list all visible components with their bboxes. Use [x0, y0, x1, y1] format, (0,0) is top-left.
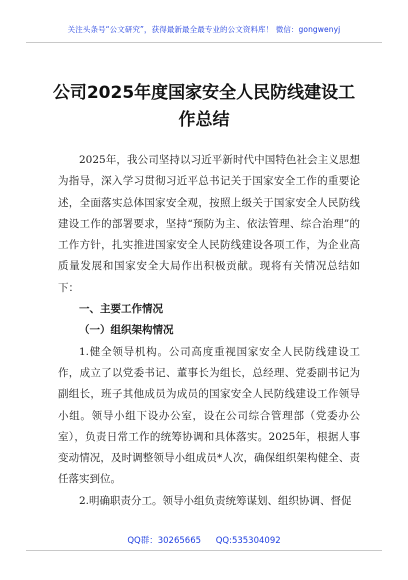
contact-footer — [0, 534, 408, 546]
section-heading: 一、主要工作情况 — [79, 303, 163, 316]
subsection-heading: （一）组织架构情况 — [79, 324, 174, 337]
intro-paragraph: 2025年，我公司坚持以习近平新时代中国特色社会主义思想为指导，深入学习贯彻习近平总书记关于国家安全工作的重要论述，全面落实总体国家安全观，按照上级关于国家安全人民防线建设工作的部署要求，坚持“预防为主、依法管理、综合治理”的工作方针，扎实推进国家安全人民防线建设各项工作，为企业高质量发展和国家安全大局作出积极贡献。现将有关情况总结如下： — [58, 154, 360, 294]
promo-header: 关注头条号“公文研究”，获得最新最全最专业的公文资料库！ 微信：gongwenyj — [67, 25, 341, 34]
header-divider — [26, 42, 382, 43]
document-body — [58, 150, 360, 512]
qq-group-text: QQ群：30265665 — [127, 536, 202, 546]
qq-text: QQ:535304092 — [215, 536, 281, 546]
title-line-2: 作总结 — [178, 110, 230, 130]
title-line-1: 公司2025年度国家安全人民防线建设工 — [52, 83, 356, 103]
document-title — [20, 80, 388, 134]
body-paragraph-1: 1.健全领导机构。公司高度重视国家安全人民防线建设工作，成立了以党委书记、董事长为组长，总经理、党委副书记为副组长，班子其他成员为成员的国家安全人民防线建设工作领导小组。领导小组下设办公室，设在公司综合管理部（党委办公室），负责日常工作的统筹协调和具体落实。2025年，根据人事变动情况，及时调整领导小组成员*人次，确保组织架构健全、责任落实到位。 — [58, 345, 360, 486]
body-paragraph-2: 2.明确职责分工。领导小组负责统筹谋划、组织协调、督促 — [79, 494, 352, 507]
footer-divider — [26, 550, 382, 551]
